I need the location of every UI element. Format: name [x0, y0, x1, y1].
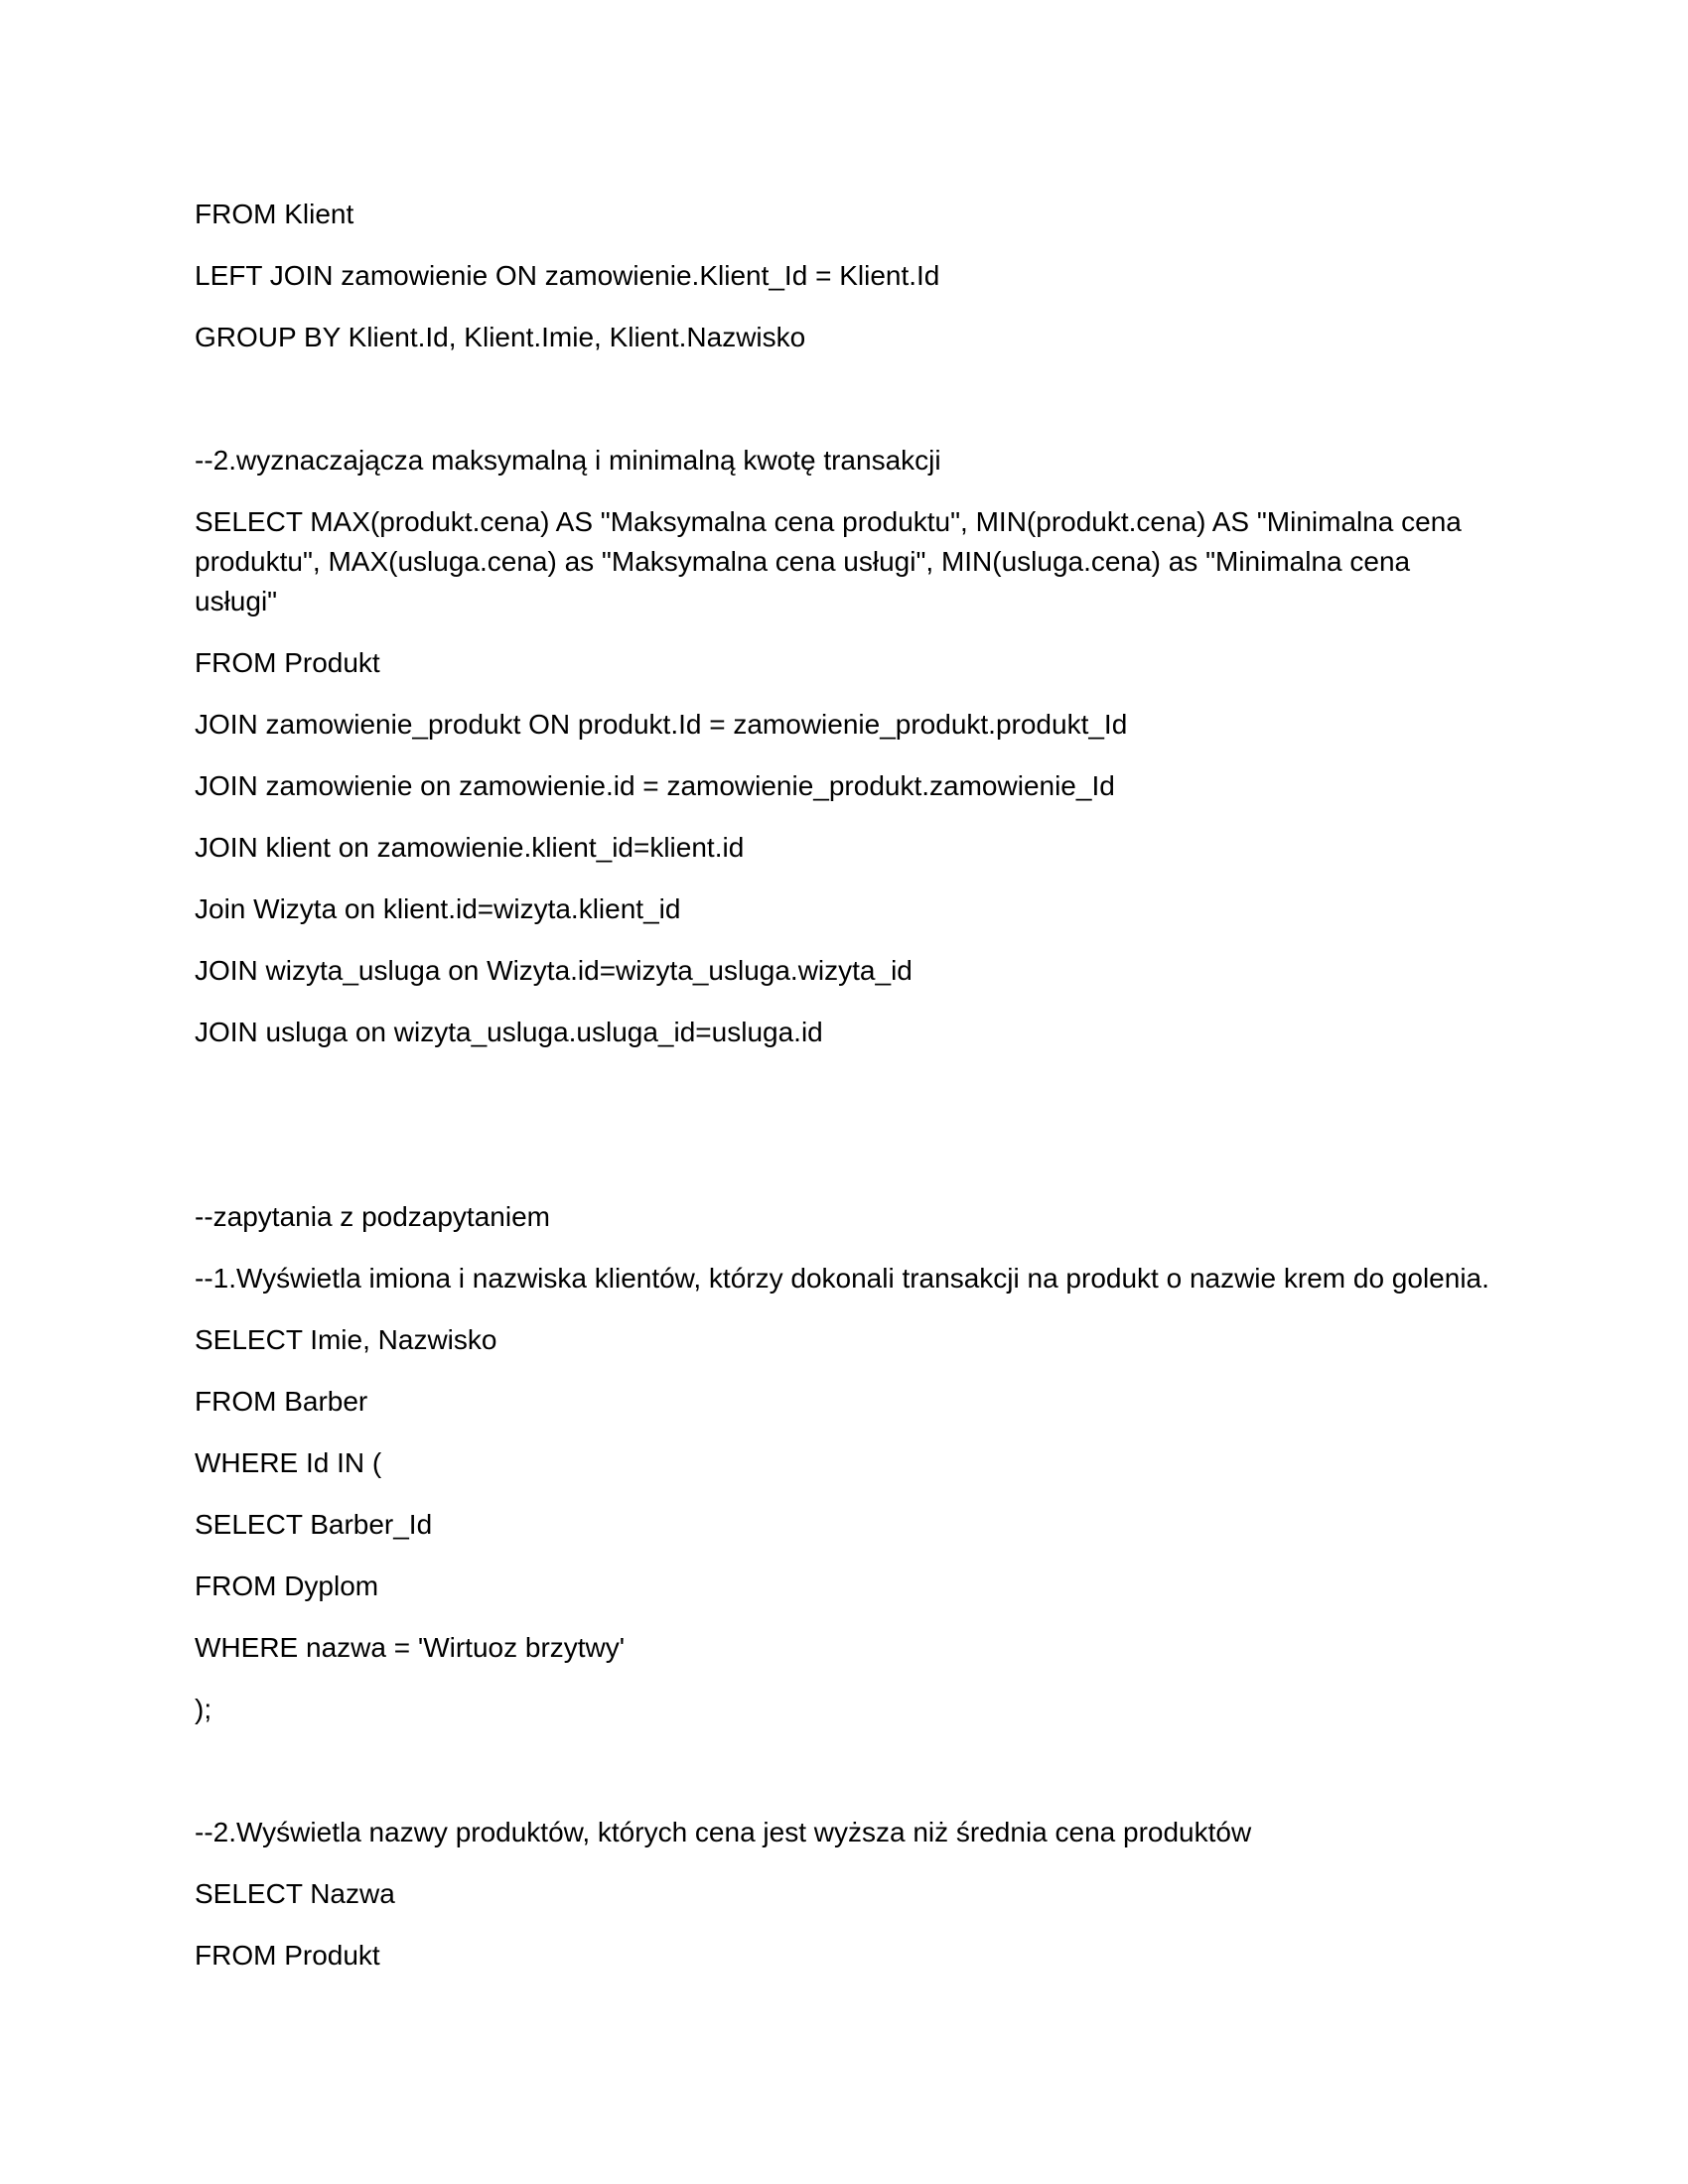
- text-line: SELECT MAX(produkt.cena) AS "Maksymalna cena produktu", MIN(produkt.cena) AS "Minimalna cena: [195, 506, 1462, 537]
- text-line: JOIN klient on zamowienie.klient_id=klient.id: [195, 832, 745, 863]
- comment-line: --zapytania z podzapytaniem: [195, 1201, 550, 1232]
- text-line: Join Wizyta on klient.id=wizyta.klient_id: [195, 893, 681, 924]
- comment-line: --2.Wyświetla nazwy produktów, których cena jest wyższa niż średnia cena produktów: [195, 1817, 1252, 1847]
- text-line: usługi": [195, 586, 278, 616]
- text-line: FROM Dyplom: [195, 1570, 379, 1601]
- text-line: JOIN zamowienie_produkt ON produkt.Id = zamowienie_produkt.produkt_Id: [195, 709, 1128, 740]
- text-line: SELECT Nazwa: [195, 1878, 395, 1909]
- text-line: FROM Produkt: [195, 647, 380, 678]
- text-line: WHERE nazwa = 'Wirtuoz brzytwy': [195, 1632, 626, 1663]
- text-line: JOIN zamowienie on zamowienie.id = zamowienie_produkt.zamowienie_Id: [195, 770, 1115, 801]
- text-line: JOIN usluga on wizyta_usluga.usluga_id=usluga.id: [195, 1017, 823, 1047]
- comment-line: --1.Wyświetla imiona i nazwiska klientów, którzy dokonali transakcji na produkt o nazwie krem do golenia.: [195, 1263, 1489, 1294]
- text-line: FROM Produkt: [195, 1940, 380, 1971]
- text-line: GROUP BY Klient.Id, Klient.Imie, Klient.Nazwisko: [195, 322, 806, 352]
- text-line: WHERE Id IN (: [195, 1447, 382, 1478]
- text-line: FROM Barber: [195, 1386, 368, 1417]
- text-line: JOIN wizyta_usluga on Wizyta.id=wizyta_usluga.wizyta_id: [195, 955, 913, 986]
- text-line: produktu", MAX(usluga.cena) as "Maksymalna cena usługi", MIN(usluga.cena) as "Minimalna cena: [195, 546, 1411, 577]
- text-line: FROM Klient: [195, 199, 354, 229]
- comment-line: --2.wyznaczająсza maksymalną i minimalną kwotę transakcji: [195, 445, 941, 476]
- text-line: LEFT JOIN zamowienie ON zamowienie.Klient_Id = Klient.Id: [195, 260, 940, 291]
- text-line: SELECT Barber_Id: [195, 1509, 433, 1540]
- text-line: );: [195, 1694, 212, 1724]
- text-line: SELECT Imie, Nazwisko: [195, 1324, 497, 1355]
